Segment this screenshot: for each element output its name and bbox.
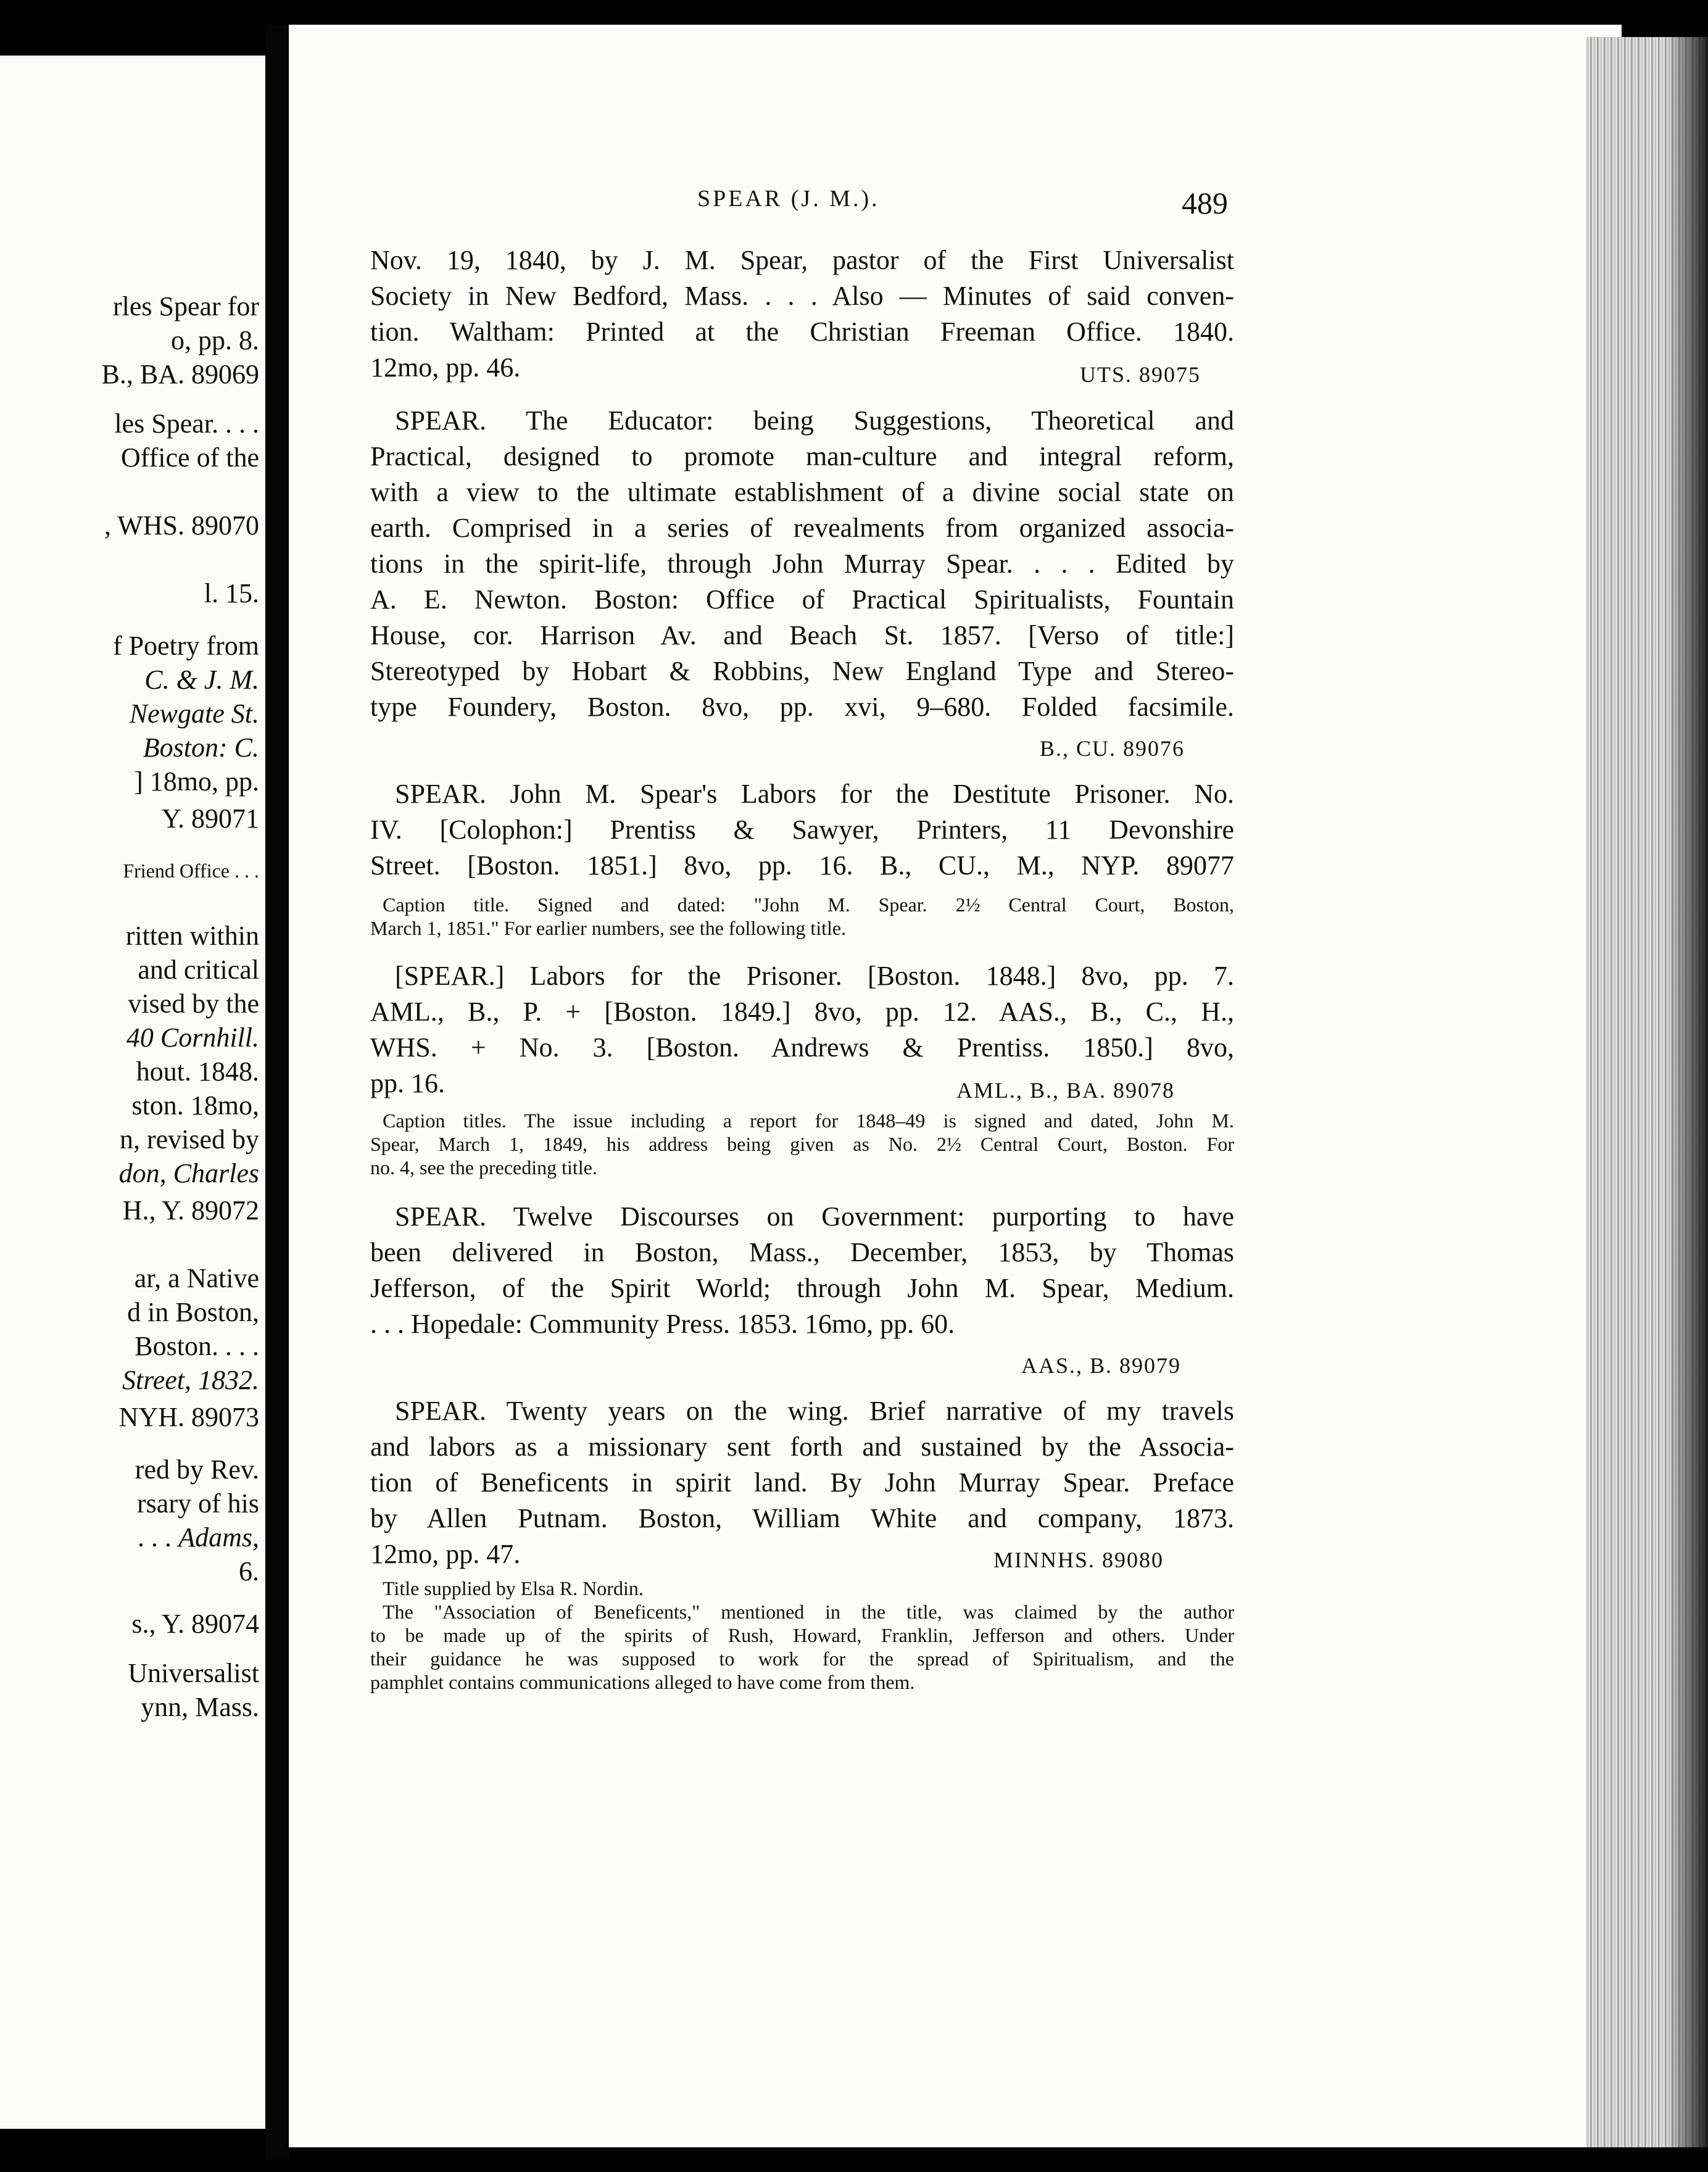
- left-page-line: B., BA. 89069: [101, 359, 259, 389]
- entry-text-line: . . . Hopedale: Community Press. 1853. 16mo, pp. 60.: [370, 1309, 955, 1339]
- entry-text-line: by Allen Putnam. Boston, William White and company, 1873.: [370, 1503, 1234, 1533]
- holdings-89078: AML., B., BA. 89078: [956, 1078, 1175, 1103]
- left-page-line: H., Y. 89072: [122, 1195, 259, 1225]
- left-page-line: n, revised by: [119, 1124, 259, 1154]
- left-page-line: les Spear. . . .: [114, 408, 259, 439]
- entry-text-line: SPEAR. John M. Spear's Labors for the Destitute Prisoner. No.: [395, 779, 1234, 809]
- entry-note-line: March 1, 1851." For earlier numbers, see the following title.: [370, 917, 847, 939]
- left-page-line: ar, a Native: [134, 1263, 259, 1293]
- entry-text-line: SPEAR. Twelve Discourses on Government: purporting to have: [395, 1201, 1234, 1232]
- entry-note-line: Caption title. Signed and dated: "John M. Spear. 2½ Central Court, Boston,: [383, 893, 1234, 916]
- entry-text-line: pp. 16.: [370, 1068, 445, 1098]
- entry-text-line: tion. Waltham: Printed at the Christian Freeman Office. 1840.: [370, 317, 1234, 347]
- entry-text-line: Jefferson, of the Spirit World; through John M. Spear, Medium.: [370, 1273, 1234, 1303]
- entry-text-line: Nov. 19, 1840, by J. M. Spear, pastor of the First Universalist: [370, 245, 1234, 275]
- entry-text-line: been delivered in Boston, Mass., December, 1853, by Thomas: [370, 1237, 1234, 1267]
- running-head: SPEAR (J. M.).: [697, 186, 880, 212]
- left-page-line: , WHS. 89070: [104, 510, 259, 541]
- left-page-line: l. 15.: [204, 578, 259, 608]
- left-page-line: Street, 1832.: [122, 1365, 259, 1395]
- entry-note-line: pamphlet contains communications alleged to have come from them.: [370, 1671, 915, 1693]
- page-edges-shadow: [1666, 37, 1708, 2147]
- left-page-line: Y. 89071: [161, 803, 259, 834]
- entry-note-line: their guidance he was supposed to work for the spread of Spiritualism, and the: [370, 1648, 1234, 1670]
- entry-text-line: SPEAR. Twenty years on the wing. Brief narrative of my travels: [395, 1396, 1234, 1426]
- left-page-line: Newgate St.: [129, 698, 259, 729]
- left-page-line: Office of the: [121, 442, 259, 473]
- entry-text-line: with a view to the ultimate establishment of a divine social state on: [370, 477, 1234, 507]
- left-page-line: rles Spear for: [112, 291, 259, 321]
- entry-note-line: Spear, March 1, 1849, his address being given as No. 2½ Central Court, Boston. For: [370, 1133, 1234, 1155]
- entry-text-line: type Foundery, Boston. 8vo, pp. xvi, 9–680. Folded facsimile.: [370, 692, 1234, 722]
- entry-text-line: Street. [Boston. 1851.] 8vo, pp. 16. B., CU., M., NYP. 89077: [370, 850, 1234, 881]
- entry-text-line: IV. [Colophon:] Prentiss & Sawyer, Printers, 11 Devonshire: [370, 814, 1234, 845]
- entry-text-line: tion of Beneficents in spirit land. By John Murray Spear. Preface: [370, 1467, 1234, 1498]
- entry-text-line: tions in the spirit-life, through John Murray Spear. . . . Edited by: [370, 549, 1234, 579]
- book-gutter: [265, 25, 290, 2160]
- holdings-89076: B., CU. 89076: [1040, 736, 1185, 761]
- holdings-89075: UTS. 89075: [1080, 362, 1201, 387]
- entry-note-line: Title supplied by Elsa R. Nordin.: [383, 1577, 644, 1599]
- left-page-line: NYH. 89073: [118, 1402, 259, 1432]
- left-page-line: don, Charles: [118, 1158, 259, 1188]
- left-page-line: red by Rev.: [135, 1454, 259, 1485]
- left-page-line: ritten within: [125, 921, 259, 951]
- left-page-line: Friend Office . . .: [123, 860, 259, 882]
- left-page-line: d in Boston,: [127, 1297, 259, 1327]
- left-page: [0, 56, 265, 2129]
- left-page-line: 6.: [239, 1556, 259, 1586]
- entry-text-line: Stereotyped by Hobart & Robbins, New England Type and Stereo-: [370, 656, 1234, 686]
- entry-text-line: earth. Comprised in a series of revealments from organized associa-: [370, 513, 1234, 543]
- entry-text-line: SPEAR. The Educator: being Suggestions, Theoretical and: [395, 405, 1234, 436]
- entry-text-line: 12mo, pp. 46.: [370, 352, 521, 383]
- left-page-line: Universalist: [128, 1658, 259, 1688]
- entry-text-line: 12mo, pp. 47.: [370, 1539, 521, 1569]
- left-page-line: ] 18mo, pp.: [134, 766, 259, 797]
- left-page-line: ynn, Mass.: [141, 1692, 259, 1722]
- entry-note-line: no. 4, see the preceding title.: [370, 1156, 597, 1179]
- holdings-89079: AAS., B. 89079: [1021, 1353, 1182, 1378]
- left-page-line: . . . Adams,: [138, 1522, 259, 1552]
- left-page-line: 40 Cornhill.: [126, 1022, 259, 1053]
- entry-text-line: WHS. + No. 3. [Boston. Andrews & Prentiss. 1850.] 8vo,: [370, 1032, 1234, 1063]
- page-number: 489: [1182, 186, 1228, 220]
- left-page-line: ston. 18mo,: [131, 1090, 259, 1121]
- entry-note-line: The "Association of Beneficents," mentioned in the title, was claimed by the author: [383, 1601, 1234, 1623]
- holdings-89080: MINNHS. 89080: [993, 1548, 1164, 1572]
- entry-text-line: [SPEAR.] Labors for the Prisoner. [Boston. 1848.] 8vo, pp. 7.: [395, 961, 1234, 991]
- entry-text-line: House, cor. Harrison Av. and Beach St. 1857. [Verso of title:]: [370, 620, 1234, 650]
- left-page-line: Boston. . . .: [135, 1331, 259, 1361]
- left-page-line: hout. 1848.: [136, 1056, 259, 1087]
- left-page-line: rsary of his: [137, 1488, 259, 1519]
- entry-note-line: to be made up of the spirits of Rush, Howard, Franklin, Jefferson and others. Under: [370, 1624, 1234, 1646]
- left-page-line: Boston: C.: [143, 732, 259, 763]
- entry-text-line: Society in New Bedford, Mass. . . . Also — Minutes of said conven-: [370, 281, 1234, 311]
- entry-text-line: A. E. Newton. Boston: Office of Practical Spiritualists, Fountain: [370, 584, 1234, 615]
- entry-text-line: AML., B., P. + [Boston. 1849.] 8vo, pp. 12. AAS., B., C., H.,: [370, 997, 1234, 1027]
- left-page-line: vised by the: [128, 989, 259, 1019]
- entry-note-line: Caption titles. The issue including a report for 1848–49 is signed and dated, John M.: [383, 1109, 1234, 1132]
- left-page-line: o, pp. 8.: [171, 325, 259, 355]
- entry-text-line: and labors as a missionary sent forth and sustained by the Associa-: [370, 1432, 1234, 1462]
- left-page-line: s., Y. 89074: [131, 1609, 259, 1639]
- entry-text-line: Practical, designed to promote man-culture and integral reform,: [370, 441, 1234, 471]
- left-page-line: and critical: [138, 955, 259, 985]
- left-page-line: f Poetry from: [112, 631, 259, 661]
- left-page-line: C. & J. M.: [144, 665, 259, 695]
